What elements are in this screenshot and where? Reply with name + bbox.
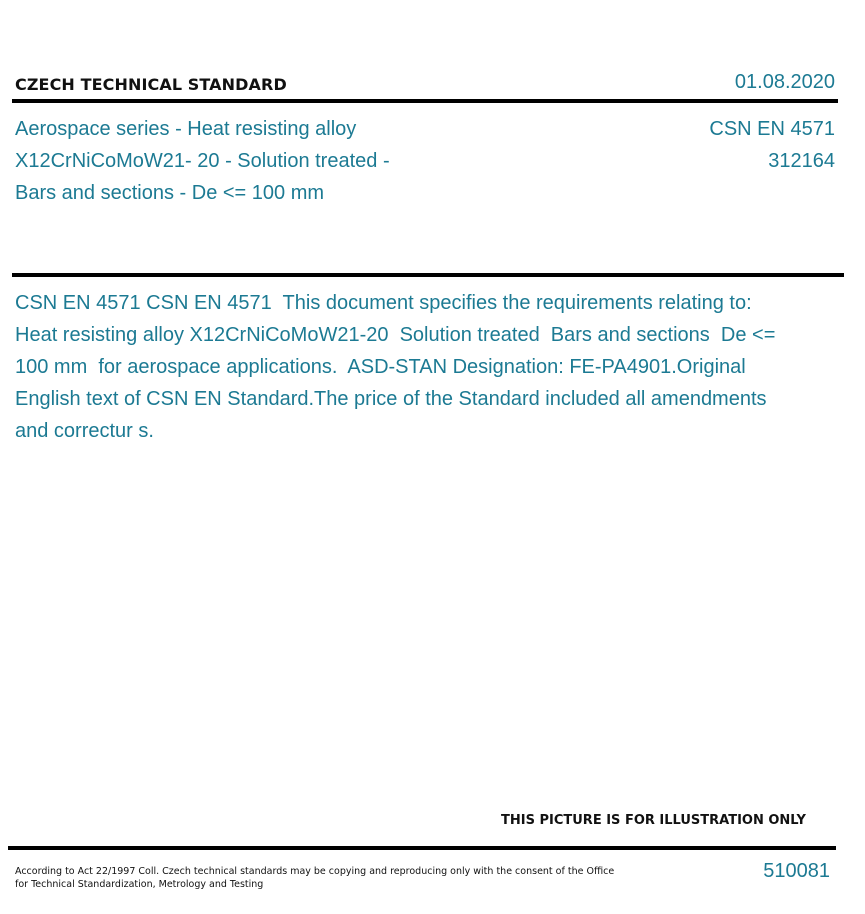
- standard-description: CSN EN 4571 CSN EN 4571 This document specifies the requirements relating to: Heat resisting alloy X12CrNiCoMoW21-20 Solution treated Bars and sections De <= 100 mm for aerospace applications. ASD-STAN Designation: FE-PA4901.Original English text of CSN EN Standard.The price of the Standard included all amendments and correctur s.: [15, 292, 781, 442]
- standard-title: [15, 113, 475, 209]
- standard-number: 312164: [768, 150, 835, 172]
- title-line: X12CrNiCoMoW21- 20 - Solution treated -: [15, 150, 390, 172]
- document-type-label: CZECH TECHNICAL STANDARD: [15, 75, 287, 94]
- standard-code: CSN EN 4571: [709, 118, 835, 140]
- publication-date: 01.08.2020: [734, 71, 835, 93]
- catalog-code: 510081: [763, 860, 830, 882]
- illustration-note: THIS PICTURE IS FOR ILLUSTRATION ONLY: [501, 813, 806, 828]
- title-divider: [12, 273, 844, 277]
- legal-notice-line: for Technical Standardization, Metrology and Testing: [15, 879, 264, 890]
- header-divider: [12, 99, 838, 103]
- standard-identifiers: [709, 113, 835, 177]
- legal-notice: [15, 865, 615, 891]
- legal-notice-line: According to Act 22/1997 Coll. Czech technical standards may be copying and reproducing only with the consent of the Office: [15, 866, 615, 877]
- title-line: Aerospace series - Heat resisting alloy: [15, 118, 357, 140]
- title-line: Bars and sections - De <= 100 mm: [15, 182, 325, 204]
- footer-divider: [8, 846, 836, 850]
